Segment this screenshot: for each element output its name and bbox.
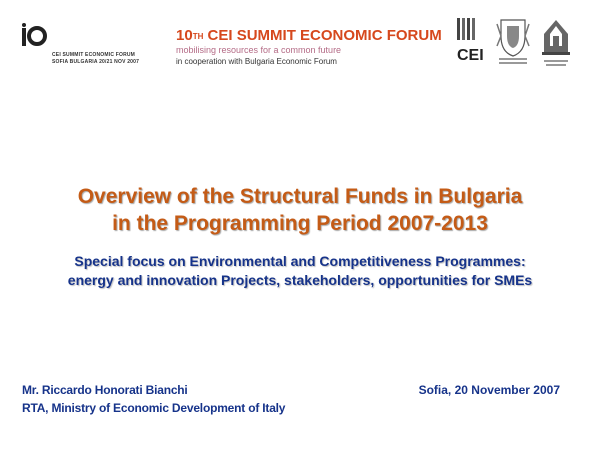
slide-title-line-2: in the Programming Period 2007-2013 <box>112 212 488 235</box>
cei-logo-icon <box>455 16 483 64</box>
slide-title-line-1: Overview of the Structural Funds in Bulgaria <box>77 185 523 208</box>
forum-building-logo <box>538 16 574 72</box>
forum-title <box>176 28 456 44</box>
slide-subtitle <box>0 252 600 290</box>
cei-forum-emblem-icon <box>20 22 48 50</box>
presenter-info <box>22 381 285 417</box>
cei-logo <box>455 16 483 72</box>
presenter-role: RTA, Ministry of Economic Development of Italy <box>22 401 286 415</box>
coat-of-arms-icon <box>493 16 533 68</box>
forum-logo-left <box>20 22 140 70</box>
slide-subtitle-line-1: Special focus on Environmental and Competitiveness Programmes: <box>74 253 526 269</box>
forum-logo-caption-2: SOFIA BULGARIA 20/21 NOV 2007 <box>52 59 140 65</box>
presentation-date: Sofia, 20 November 2007 <box>418 383 560 397</box>
forum-cooperation: in cooperation with Bulgaria Economic Forum <box>176 57 337 66</box>
forum-number-suffix: TH <box>192 32 204 41</box>
slide-subtitle-line-2: energy and innovation Projects, stakeholders, opportunities for SMEs <box>67 272 533 288</box>
forum-number: 10 <box>176 27 193 44</box>
building-icon <box>538 16 574 68</box>
forum-logo-caption-1: CEI SUMMIT ECONOMIC FORUM <box>52 52 136 58</box>
bulgaria-coat-of-arms-logo <box>493 16 533 72</box>
presenter-name: Mr. Riccardo Honorati Bianchi <box>22 383 188 397</box>
forum-banner <box>176 28 456 66</box>
forum-tagline: mobilising resources for a common future <box>176 45 342 55</box>
forum-title-text: CEI SUMMIT ECONOMIC FORUM <box>207 27 442 44</box>
slide-title <box>0 183 600 237</box>
cei-logo-text: CEI <box>457 47 483 64</box>
slide-header <box>0 0 600 78</box>
